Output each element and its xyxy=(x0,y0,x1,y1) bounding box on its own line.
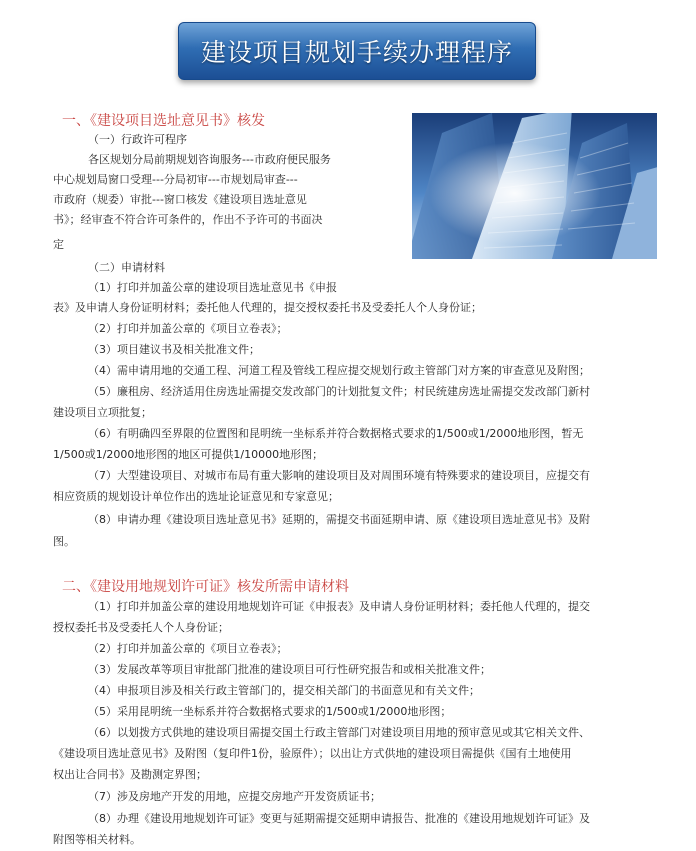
material-item: （3）发展改革等项目审批部门批准的建设项目可行性研究报告和或相关批准文件； xyxy=(88,663,491,676)
section1-subheading: （二）申请材料 xyxy=(88,261,165,274)
material-item: （4）申报项目涉及相关行政主管部门的，提交相关部门的书面意见和有关文件； xyxy=(88,684,480,697)
material-item: （2）打印并加盖公章的《项目立卷表》； xyxy=(88,642,288,655)
section1-title: 一、《建设项目选址意见书》核发 xyxy=(62,113,265,129)
material-item: 1/500或1/2000地形图的地区可提供1/10000地形图； xyxy=(53,448,324,461)
material-item: 附图等相关材料。 xyxy=(53,833,141,846)
material-item: （3）项目建议书及相关批准文件； xyxy=(88,343,260,356)
material-item: （1）打印并加盖公章的建设项目选址意见书《申报 xyxy=(88,281,337,294)
material-item: 《建设项目选址意见书》及附图（复印件1份，验原件）；以出让方式供地的建设项目需提供《国有土地使用 xyxy=(53,747,572,760)
material-item: （5）采用昆明统一坐标系并符合数据格式要求的1/500或1/2000地形图； xyxy=(88,705,452,718)
material-item: （4）需申请用地的交通工程、河道工程及管线工程应提交规划行政主管部门对方案的审查意见及附图； xyxy=(88,364,590,377)
material-item: （6）有明确四至界限的位置图和昆明统一坐标系并符合数据格式要求的1/500或1/2000地形图，暂无 xyxy=(88,427,584,440)
material-item: （8）办理《建设用地规划许可证》变更与延期需提交延期申请报告、批准的《建设用地规划许可证》及 xyxy=(88,812,590,825)
banner-title: 建设项目规划手续办理程序 xyxy=(200,38,513,67)
material-item: 相应资质的规划设计单位作出的选址论证意见和专家意见； xyxy=(53,490,339,503)
title-banner xyxy=(178,22,536,80)
building-photo xyxy=(412,113,657,259)
procedure-line: 市政府（规委）审批---窗口核发《建设项目选址意见 xyxy=(53,193,307,206)
material-item: （7）涉及房地产开发的用地，应提交房地产开发资质证书； xyxy=(88,790,381,803)
material-item: 表》及申请人身份证明材料；委托他人代理的，提交授权委托书及受委托人个人身份证； xyxy=(53,301,482,314)
material-item: （2）打印并加盖公章的《项目立卷表》； xyxy=(88,322,288,335)
material-item: 权出让合同书》及勘测定界图； xyxy=(53,768,207,781)
procedure-line: 各区规划分局前期规划咨询服务---市政府便民服务 xyxy=(88,153,331,166)
procedure-line: 定 xyxy=(53,238,64,251)
material-item: （5）廉租房、经济适用住房选址需提交发改部门的计划批复文件；村民统建房选址需提交发改部门新村 xyxy=(88,385,590,398)
section1-subheading: （一）行政许可程序 xyxy=(88,133,187,146)
material-item: （1）打印并加盖公章的建设用地规划许可证《申报表》及申请人身份证明材料；委托他人代理的，提交 xyxy=(88,600,590,613)
procedure-line: 中心规划局窗口受理---分局初审---市规划局审查--- xyxy=(53,173,298,186)
material-item: 建设项目立项批复； xyxy=(53,406,152,419)
material-item: 授权委托书及受委托人个人身份证； xyxy=(53,621,229,634)
procedure-line: 书》；经审查不符合许可条件的，作出不予许可的书面决 xyxy=(53,213,323,226)
material-item: （6）以划拨方式供地的建设项目需提交国土行政主管部门对建设项目用地的预审意见或其它相关文件、 xyxy=(88,726,590,739)
material-item: （7）大型建设项目、对城市布局有重大影响的建设项目及对周围环境有特殊要求的建设项目，应提交有 xyxy=(88,469,590,482)
section2-title: 二、《建设用地规划许可证》核发所需申请材料 xyxy=(62,579,349,595)
material-item: 图。 xyxy=(53,535,75,548)
material-item: （8）申请办理《建设项目选址意见书》延期的，需提交书面延期申请、原《建设项目选址意见书》及附 xyxy=(88,513,590,526)
